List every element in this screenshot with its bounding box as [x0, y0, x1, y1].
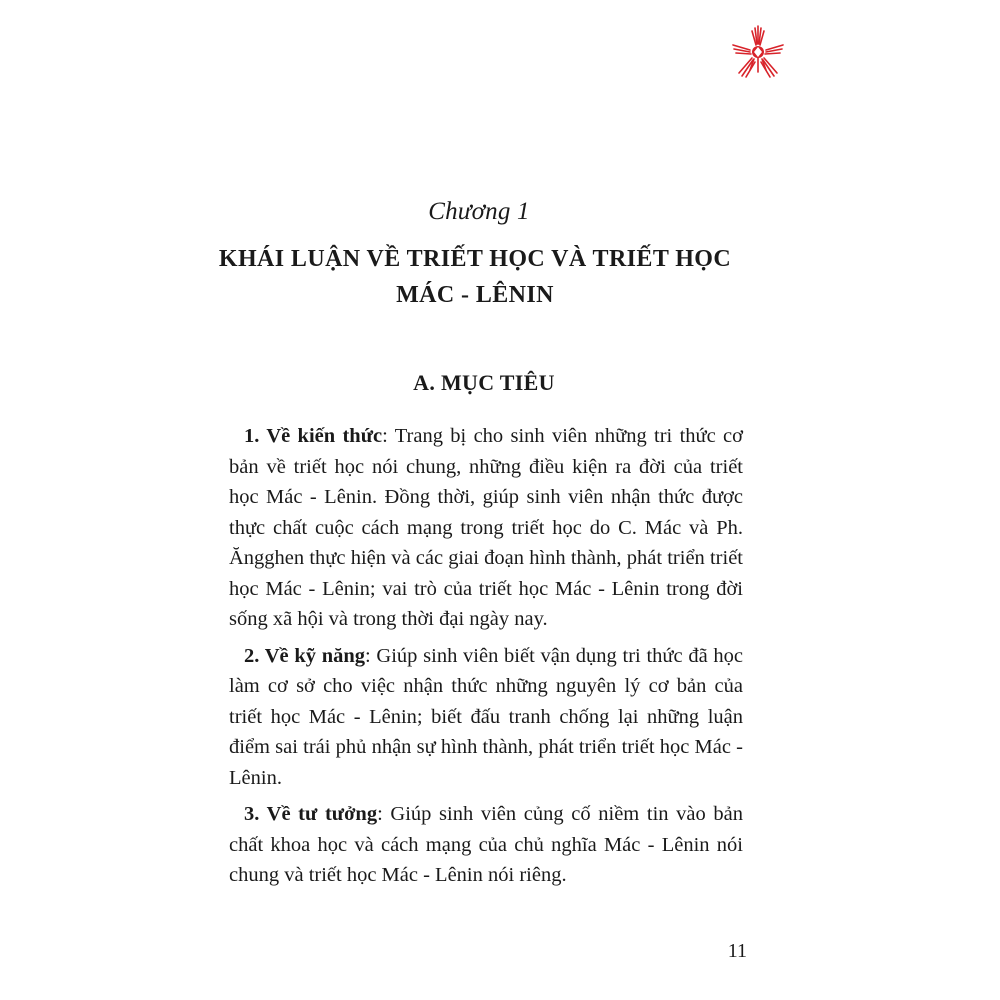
page-number: 11: [727, 940, 747, 962]
objective-knowledge-lead: 1. Về kiến thức: [244, 425, 383, 447]
chapter-title-line-2: MÁC - LÊNIN: [396, 282, 554, 308]
objective-ideology-lead: 3. Về tư tưởng: [244, 803, 378, 825]
objective-knowledge-text: : Trang bị cho sinh viên những tri thức cơ bản về triết học nói chung, những điều kiện ra đời của triết học Mác - Lênin. Đồng thời, giúp sinh viên nhận thức được thực chất cuộc cách mạng trong triết học do C. Mác và Ph. Ăngghen thực hiện và các giai đoạn hình thành, phát triển triết học Mác - Lênin; vai trò của triết học Mác - Lênin trong đời sống xã hội và trong thời đại ngày nay.: [229, 425, 743, 630]
objective-knowledge: [229, 421, 743, 635]
objective-skills-text: : Giúp sinh viên biết vận dụng tri thức đã học làm cơ sở cho việc nhận thức những nguyên lý cơ bản của triết học Mác - Lênin; biết đấu tranh chống lại những luận điểm sai trái phủ nhận sự hình thành, phát triển triết học Mác - Lênin.: [229, 644, 743, 789]
chapter-label: Chương 1: [428, 198, 530, 225]
chapter-title-line-1: KHÁI LUẬN VỀ TRIẾT HỌC VÀ TRIẾT HỌC: [218, 246, 732, 272]
objectives-body: [229, 421, 743, 897]
chapter-title: [200, 241, 750, 313]
objective-ideology: [229, 799, 743, 891]
objective-skills: [229, 641, 743, 794]
red-star-logo-icon: [728, 22, 788, 82]
objective-skills-lead: 2. Về kỹ năng: [244, 644, 366, 667]
section-heading: A. MỤC TIÊU: [413, 370, 555, 395]
objective-ideology-text: : Giúp sinh viên củng cố niềm tin vào bản chất khoa học và cách mạng của chủ nghĩa Mác - Lênin nói chung và triết học Mác - Lênin nói riêng.: [229, 803, 743, 886]
